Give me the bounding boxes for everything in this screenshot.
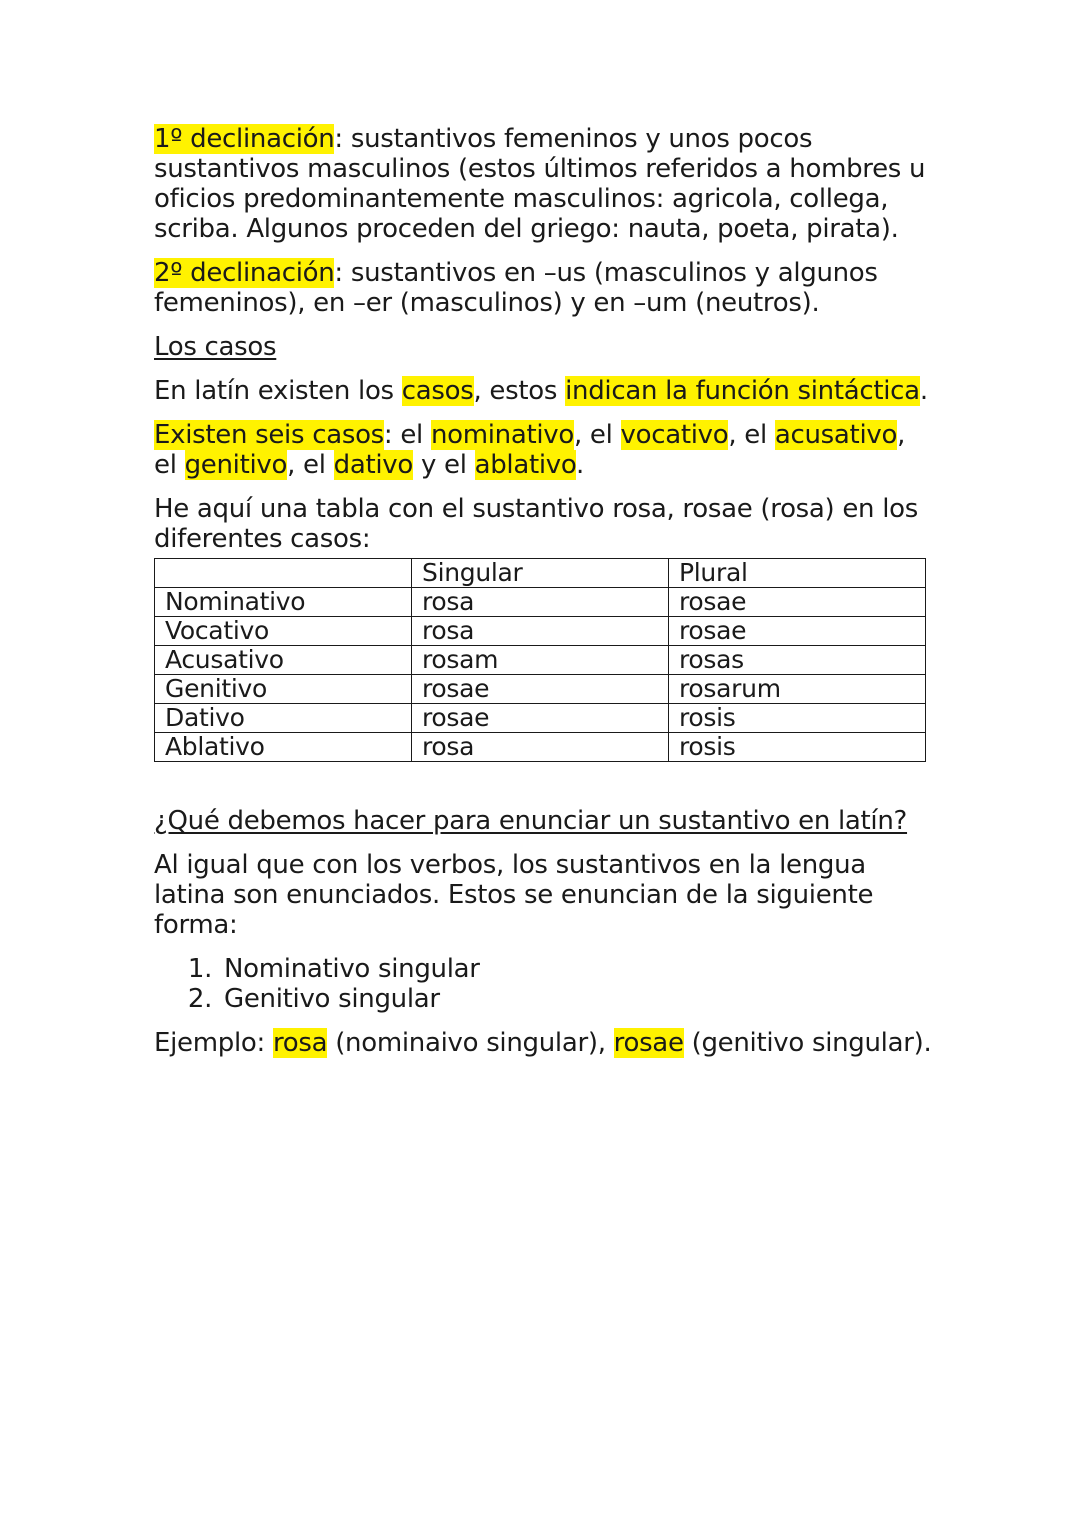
table-cell-plural: rosas	[669, 646, 926, 675]
text: En latín existen los	[154, 376, 402, 406]
text: .	[576, 450, 585, 480]
highlight-seis-casos: Existen seis casos	[154, 420, 384, 450]
table-cell-plural: rosae	[669, 617, 926, 646]
highlight-casos: casos	[401, 376, 474, 406]
table-row	[155, 588, 926, 617]
table-cell-case: Vocativo	[155, 617, 412, 646]
table-cell-plural: rosis	[669, 704, 926, 733]
paragraph-table-intro: He aquí una tabla con el sustantivo rosa, rosae (rosa) en los diferentes casos:	[154, 494, 918, 554]
table-cell-plural: rosarum	[669, 675, 926, 704]
highlight-second-declension: 2º declinación	[154, 258, 335, 288]
table-cell-singular: rosa	[412, 588, 669, 617]
table-header-cell: Plural	[669, 559, 926, 588]
text: (genitivo singular).	[683, 1028, 932, 1058]
paragraph-text: : sustantivos femeninos y unos pocos sustantivos masculinos (estos últimos referidos a hombres u oficios predominantemente masculinos: agricola, collega, scriba. Algunos proceden del griego: nauta, poeta, pirata).	[154, 124, 926, 244]
paragraph-first-declension	[154, 124, 934, 244]
table-header-cell: Singular	[412, 559, 669, 588]
text: , el	[728, 420, 775, 450]
table-row	[155, 675, 926, 704]
table-cell-case: Genitivo	[155, 675, 412, 704]
highlight-vocativo: vocativo	[620, 420, 729, 450]
highlight-ablativo: ablativo	[474, 450, 577, 480]
highlight-rosa: rosa	[272, 1028, 328, 1058]
table-cell-singular: rosae	[412, 704, 669, 733]
table-cell-case: Acusativo	[155, 646, 412, 675]
table-row	[155, 646, 926, 675]
highlight-acusativo: acusativo	[774, 420, 898, 450]
text: y el	[412, 450, 475, 480]
table-cell-singular: rosa	[412, 617, 669, 646]
enunciation-list	[154, 954, 934, 1014]
text: : el	[383, 420, 431, 450]
highlight-nominativo: nominativo	[430, 420, 574, 450]
text: Ejemplo:	[154, 1028, 273, 1058]
heading-los-casos: Los casos	[154, 332, 277, 362]
text: , estos	[473, 376, 566, 406]
list-item: 2. Genitivo singular	[220, 984, 934, 1014]
paragraph-text: : sustantivos en –us (masculinos y algunos femeninos), en –er (masculinos) y en –um (neutros).	[154, 258, 878, 318]
table-cell-singular: rosae	[412, 675, 669, 704]
table-cell-case: Dativo	[155, 704, 412, 733]
paragraph-example	[154, 1028, 934, 1058]
paragraph-second-declension	[154, 258, 934, 318]
table-cell-case: Ablativo	[155, 733, 412, 762]
table-row	[155, 704, 926, 733]
table-cell-plural: rosae	[669, 588, 926, 617]
text: , el	[574, 420, 621, 450]
declension-table	[154, 558, 926, 762]
text: (nominaivo singular),	[327, 1028, 614, 1058]
text: , el	[154, 420, 906, 480]
table-cell-singular: rosa	[412, 733, 669, 762]
highlight-rosae: rosae	[613, 1028, 684, 1058]
text: .	[919, 376, 928, 406]
table-row	[155, 617, 926, 646]
table-cell-case: Nominativo	[155, 588, 412, 617]
document-page	[154, 124, 934, 1072]
text: , el	[287, 450, 334, 480]
table-cell-singular: rosam	[412, 646, 669, 675]
table-row	[155, 733, 926, 762]
paragraph-six-cases	[154, 420, 934, 480]
highlight-first-declension: 1º declinación	[154, 124, 335, 154]
paragraph-casos-intro	[154, 376, 934, 406]
table-header-row	[155, 559, 926, 588]
table-header-cell	[155, 559, 412, 588]
paragraph-enunciar: Al igual que con los verbos, los sustantivos en la lengua latina son enunciados. Estos se enuncian de la siguiente forma:	[154, 850, 874, 940]
list-item: 1. Nominativo singular	[220, 954, 934, 984]
table-cell-plural: rosis	[669, 733, 926, 762]
highlight-genitivo: genitivo	[184, 450, 288, 480]
highlight-dativo: dativo	[333, 450, 413, 480]
heading-enunciar: ¿Qué debemos hacer para enunciar un sustantivo en latín?	[154, 806, 908, 836]
highlight-funcion: indican la función sintáctica	[565, 376, 920, 406]
